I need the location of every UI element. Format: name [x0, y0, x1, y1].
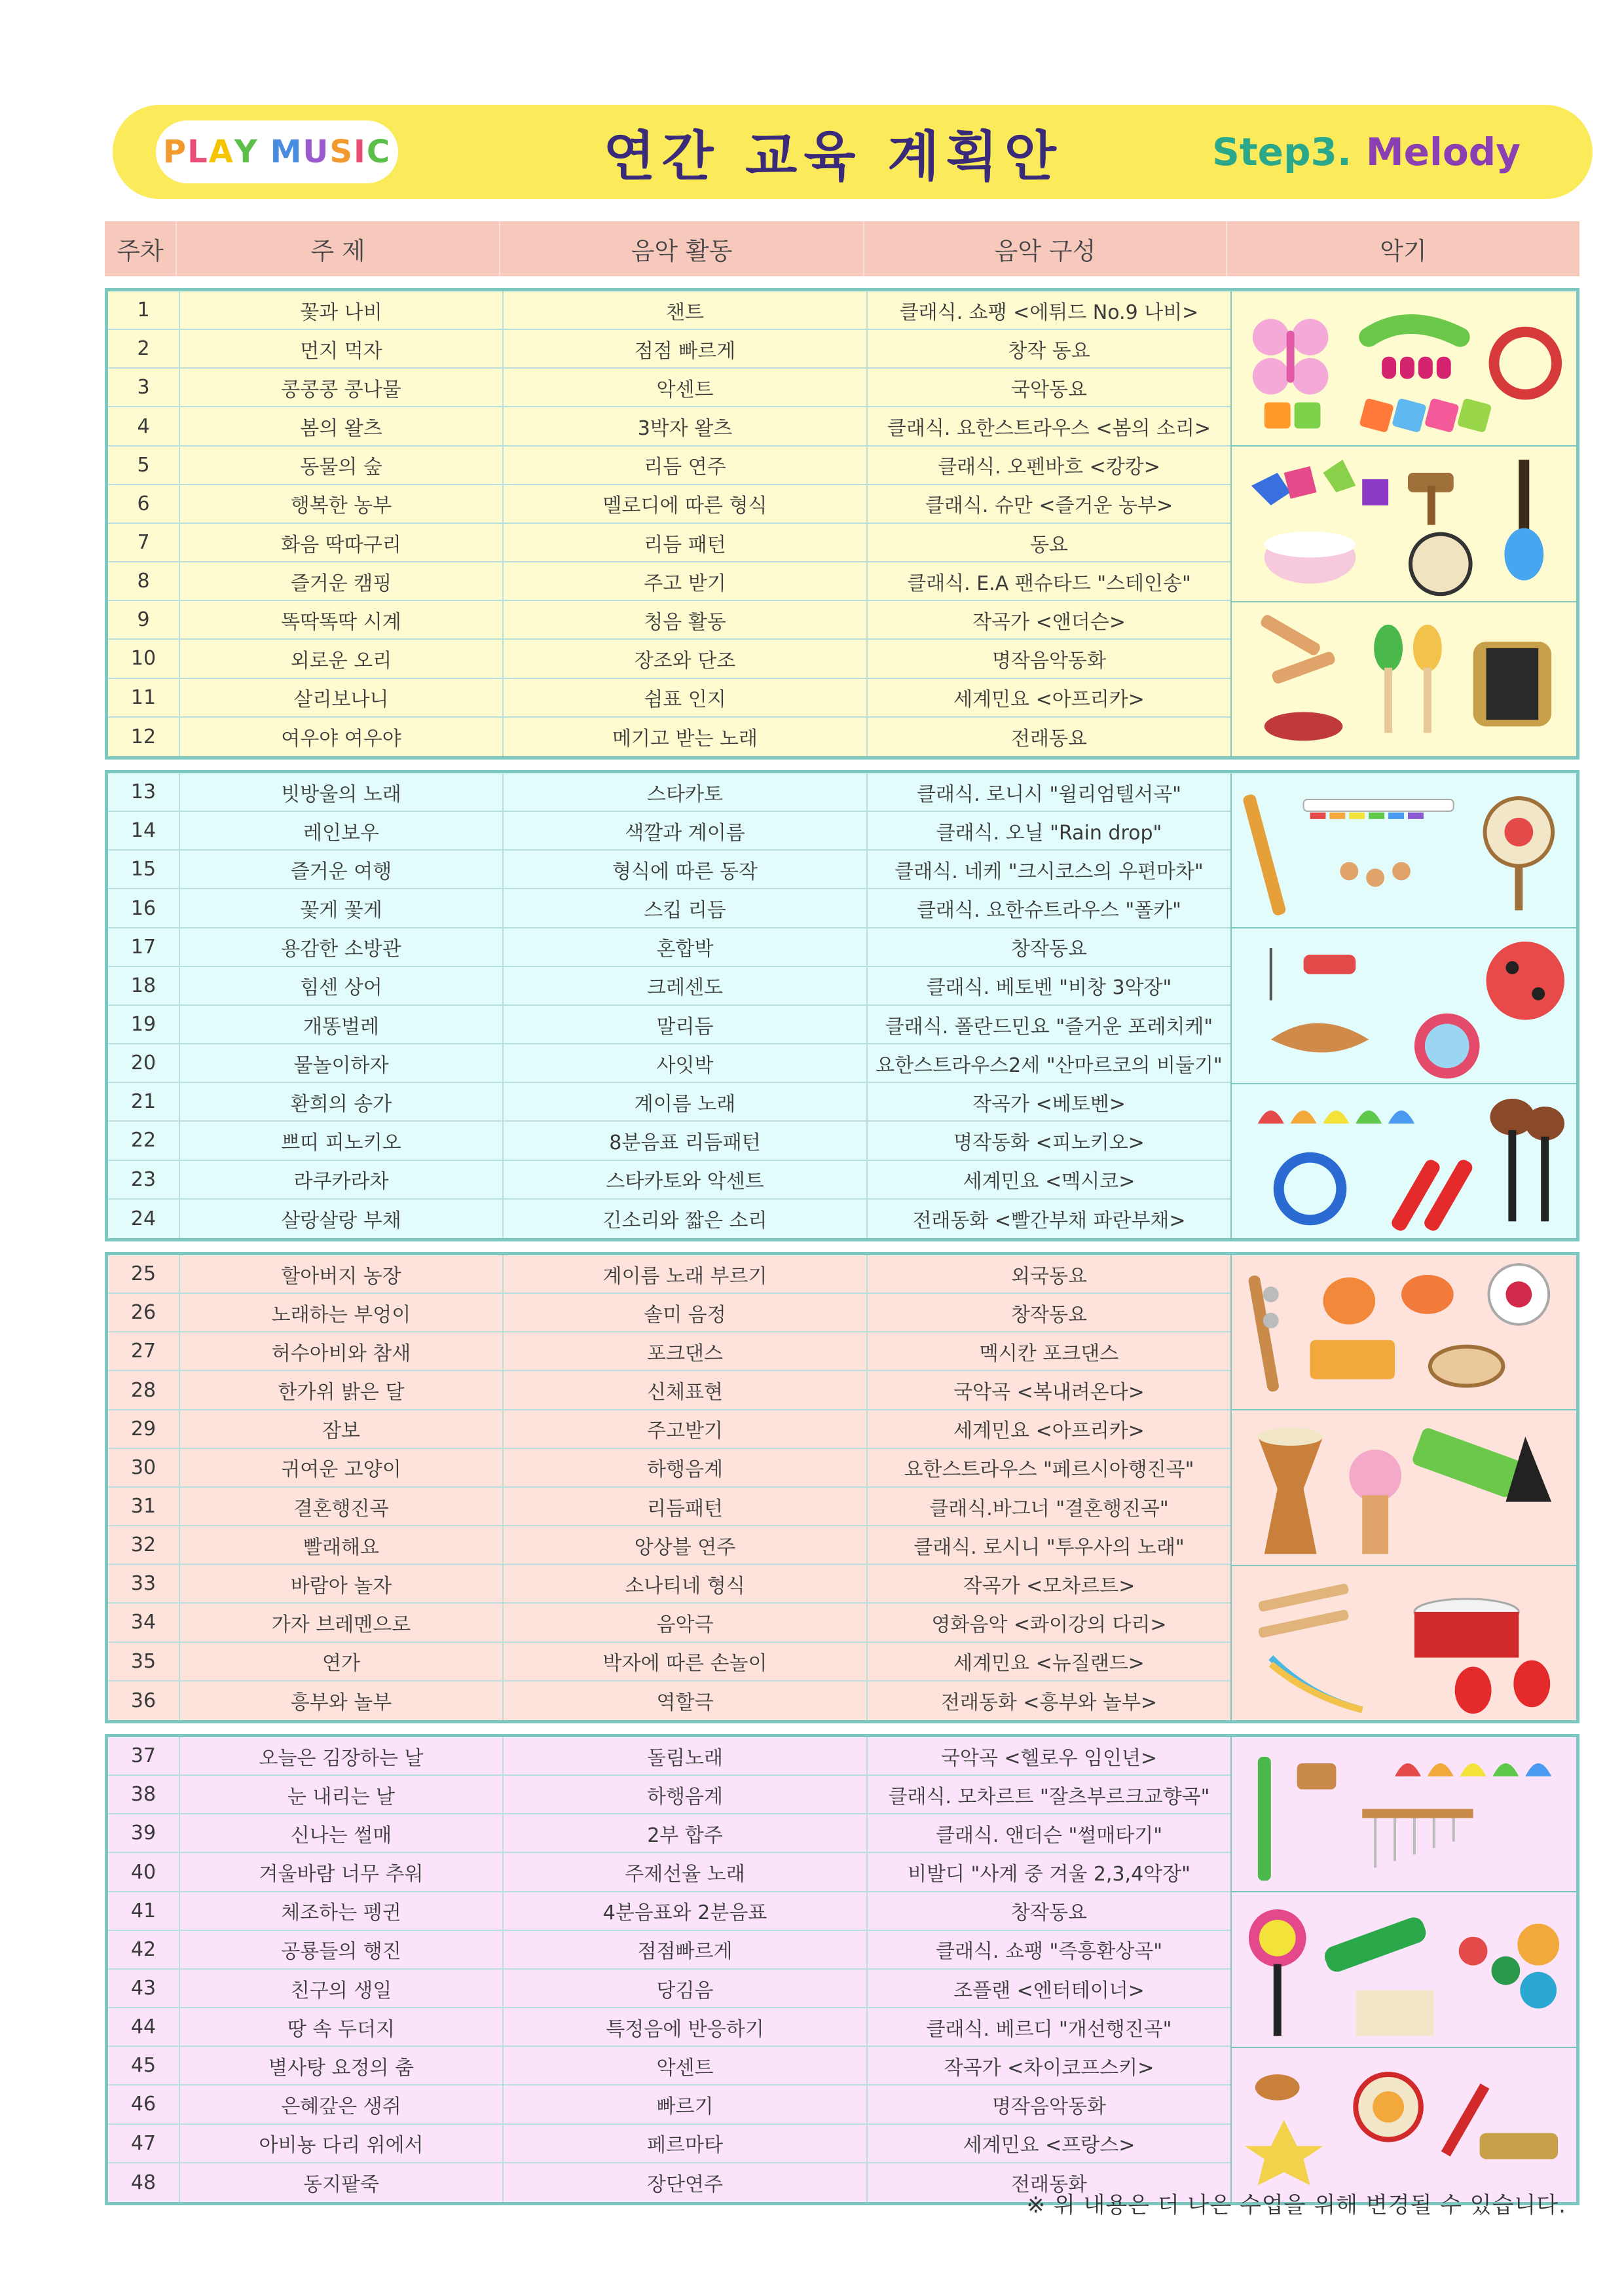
composition-cell: 클래식. 베토벤 "비창 3악장" — [926, 976, 1172, 1000]
activity-cell: 멜로디에 따른 형식 — [504, 485, 868, 523]
table-row — [108, 1681, 1230, 1720]
table-row — [108, 1565, 1230, 1604]
week-cell: 16 — [108, 889, 180, 927]
topic-cell: 겨울바람 너무 추워 — [180, 1853, 504, 1890]
week-cell: 43 — [108, 1970, 180, 2007]
page-title: 연간 교육 계획안 — [603, 125, 1063, 188]
topic-cell: 오늘은 김장하는 날 — [180, 1737, 504, 1774]
topic-cell: 여우야 여우야 — [180, 718, 504, 756]
week-cell: 48 — [108, 2163, 180, 2202]
composition-cell: 클래식. 네케 "크시코스의 우편마차" — [895, 860, 1204, 883]
activity-cell: 점점빠르게 — [504, 1931, 868, 1968]
activity-cell: 주고받기 — [504, 1410, 868, 1448]
instrument-image-animal-set — [1232, 447, 1576, 602]
week-cell: 29 — [108, 1410, 180, 1448]
table-row — [108, 718, 1230, 756]
composition-cell: 클래식. 요한스트라우스 <봄의 소리> — [887, 417, 1211, 441]
composition-cell: 외국동요 — [1011, 1264, 1087, 1288]
activity-cell: 당김음 — [504, 1970, 868, 2007]
week-cell: 25 — [108, 1255, 180, 1293]
week-cell: 23 — [108, 1161, 180, 1198]
footnote: ※ 위 내용은 더 나은 수업을 위해 변경될 수 있습니다. — [1026, 2192, 1566, 2218]
topic-cell: 동물의 숲 — [180, 447, 504, 484]
table-row — [108, 851, 1230, 889]
topic-cell: 꽃게 꽃게 — [180, 889, 504, 927]
instrument-image-chime-set — [1232, 1737, 1576, 1892]
table-row — [108, 1776, 1230, 1814]
composition-cell: 클래식. 베르디 "개선행진곡" — [926, 2017, 1172, 2041]
activity-cell: 앙상블 연주 — [504, 1526, 868, 1564]
instrument-image-maracas-set — [1232, 602, 1576, 756]
table-row — [108, 1737, 1230, 1776]
table-row — [108, 967, 1230, 1006]
week-cell: 20 — [108, 1044, 180, 1082]
table-row — [108, 2085, 1230, 2124]
composition-cell: 창작동요 — [1011, 938, 1087, 961]
composition-cell: 클래식. E.A 팬슈타드 "스테인송" — [907, 572, 1191, 595]
week-cell: 26 — [108, 1294, 180, 1331]
composition-cell: 작곡가 <모차르트> — [963, 1574, 1135, 1598]
table-row — [108, 1604, 1230, 1642]
week-cell: 17 — [108, 928, 180, 966]
week-cell: 33 — [108, 1565, 180, 1602]
table-row — [108, 1526, 1230, 1565]
table-row — [108, 1931, 1230, 1970]
column-header-activity: 음악 활동 — [500, 221, 864, 276]
composition-cell: 클래식. 로니시 "윌리엄텔서곡" — [917, 782, 1181, 806]
activity-cell: 챈트 — [504, 291, 868, 329]
composition-cell: 명작동화 <피노키오> — [953, 1131, 1145, 1154]
table-row — [108, 1853, 1230, 1892]
composition-cell: 요한스트라우스2세 "산마르코의 비둘기" — [876, 1054, 1223, 1077]
composition-cell: 작곡가 <베토벤> — [972, 1092, 1126, 1116]
composition-cell: 국악곡 <헬로우 임인년> — [940, 1746, 1158, 1770]
week-cell: 45 — [108, 2047, 180, 2084]
topic-cell: 바람아 놀자 — [180, 1565, 504, 1602]
composition-cell: 창작동요 — [1011, 1303, 1087, 1327]
instrument-image-lollipop-drum-set — [1232, 1892, 1576, 2047]
topic-cell: 가자 브레멘으로 — [180, 1604, 504, 1641]
term-1-block — [105, 288, 1579, 760]
term-2-block — [105, 770, 1579, 1241]
activity-cell: 메기고 받는 노래 — [504, 718, 868, 756]
week-cell: 14 — [108, 812, 180, 849]
activity-cell: 음악극 — [504, 1604, 868, 1641]
activity-cell: 리듬 연주 — [504, 447, 868, 484]
topic-cell: 잠보 — [180, 1410, 504, 1448]
week-cell: 11 — [108, 679, 180, 716]
composition-cell: 클래식. 쇼팽 "즉흥환상곡" — [935, 1940, 1162, 1964]
activity-cell: 색깔과 계이름 — [504, 812, 868, 849]
week-cell: 37 — [108, 1737, 180, 1774]
term-4-instruments — [1230, 1737, 1576, 2202]
instrument-image-jingle-set — [1232, 1255, 1576, 1410]
title-banner — [113, 105, 1593, 199]
topic-cell: 빗방울의 노래 — [180, 773, 504, 811]
play-music-logo: P L A Y M U S I C — [156, 120, 398, 183]
table-row — [108, 524, 1230, 562]
table-row — [108, 889, 1230, 928]
topic-cell: 행복한 농부 — [180, 485, 504, 523]
topic-cell: 물놀이하자 — [180, 1044, 504, 1082]
activity-cell: 3박자 왈츠 — [504, 407, 868, 445]
week-cell: 9 — [108, 601, 180, 638]
composition-cell: 클래식. 로시니 "투우사의 노래" — [913, 1535, 1185, 1559]
table-row — [108, 812, 1230, 851]
table-row — [108, 1200, 1230, 1238]
topic-cell: 힘센 상어 — [180, 967, 504, 1004]
topic-cell: 라쿠카라차 — [180, 1161, 504, 1198]
composition-cell: 클래식. 앤더슨 "썰매타기" — [935, 1824, 1162, 1847]
table-row — [108, 1255, 1230, 1294]
activity-cell: 리듬패턴 — [504, 1488, 868, 1525]
topic-cell: 허수아비와 참새 — [180, 1332, 504, 1370]
topic-cell: 신나는 썰매 — [180, 1814, 504, 1852]
activity-cell: 신체표현 — [504, 1371, 868, 1408]
week-cell: 46 — [108, 2085, 180, 2123]
column-header-instruments: 악기 — [1380, 237, 1427, 265]
week-cell: 7 — [108, 524, 180, 561]
topic-cell: 아비뇽 다리 위에서 — [180, 2125, 504, 2162]
activity-cell: 하행음계 — [504, 1776, 868, 1813]
composition-cell: 명작음악동화 — [992, 2095, 1106, 2118]
activity-cell: 돌림노래 — [504, 1737, 868, 1774]
activity-cell: 2부 합주 — [504, 1814, 868, 1852]
table-row — [108, 1083, 1230, 1122]
activity-cell: 포크댄스 — [504, 1332, 868, 1370]
instrument-image-butterfly-set — [1232, 291, 1576, 447]
table-row — [108, 291, 1230, 330]
week-cell: 32 — [108, 1526, 180, 1564]
week-cell: 3 — [108, 369, 180, 406]
table-row — [108, 1814, 1230, 1853]
week-cell: 28 — [108, 1371, 180, 1408]
topic-cell: 살랑살랑 부채 — [180, 1200, 504, 1238]
composition-cell: 세계민요 <아프리카> — [953, 688, 1145, 712]
term-3-instruments — [1230, 1255, 1576, 1720]
activity-cell: 장단연주 — [504, 2163, 868, 2202]
activity-cell: 크레센도 — [504, 967, 868, 1004]
table-row — [108, 1161, 1230, 1200]
week-cell: 44 — [108, 2008, 180, 2046]
table-row — [108, 2125, 1230, 2163]
composition-cell: 작곡가 <앤더슨> — [972, 610, 1126, 634]
activity-cell: 점점 빠르게 — [504, 330, 868, 367]
composition-cell: 동요 — [1030, 533, 1068, 557]
topic-cell: 레인보우 — [180, 812, 504, 849]
table-row — [108, 1044, 1230, 1083]
topic-cell: 똑딱똑딱 시계 — [180, 601, 504, 638]
step-name: Melody — [1365, 130, 1521, 174]
table-row — [108, 1410, 1230, 1449]
composition-cell: 멕시칸 포크댄스 — [979, 1342, 1119, 1365]
topic-cell: 즐거운 여행 — [180, 851, 504, 888]
week-cell: 1 — [108, 291, 180, 329]
topic-cell: 친구의 생일 — [180, 1970, 504, 2007]
activity-cell: 솔미 음정 — [504, 1294, 868, 1331]
composition-cell: 클래식. 모차르트 "잘츠부르크교향곡" — [888, 1785, 1210, 1808]
table-row — [108, 1332, 1230, 1371]
table-row — [108, 1970, 1230, 2008]
week-cell: 34 — [108, 1604, 180, 1641]
table-row — [108, 407, 1230, 446]
table-row — [108, 1892, 1230, 1931]
topic-cell: 눈 내리는 날 — [180, 1776, 504, 1813]
step-number: Step3. — [1212, 130, 1352, 174]
activity-cell: 스킵 리듬 — [504, 889, 868, 927]
topic-cell: 꽃과 나비 — [180, 291, 504, 329]
table-row — [108, 1006, 1230, 1044]
activity-cell: 청음 활동 — [504, 601, 868, 638]
table-header — [105, 221, 1579, 276]
table-row — [108, 773, 1230, 812]
composition-cell: 클래식.바그너 "결혼행진곡" — [929, 1497, 1169, 1520]
composition-cell: 전래동요 — [1011, 727, 1087, 751]
composition-cell: 클래식. 폴란드민요 "즐거운 포레치케" — [885, 1015, 1213, 1038]
topic-cell: 귀여운 고양이 — [180, 1449, 504, 1486]
activity-cell: 형식에 따른 동작 — [504, 851, 868, 888]
topic-cell: 개똥벌레 — [180, 1006, 504, 1043]
topic-cell: 결혼행진곡 — [180, 1488, 504, 1525]
composition-cell: 세계민요 <뉴질랜드> — [953, 1652, 1145, 1676]
activity-cell: 8분음표 리듬패턴 — [504, 1122, 868, 1159]
week-cell: 15 — [108, 851, 180, 888]
week-cell: 30 — [108, 1449, 180, 1486]
activity-cell: 스타카토 — [504, 773, 868, 811]
table-row — [108, 485, 1230, 524]
composition-cell: 국악곡 <복내려온다> — [953, 1381, 1145, 1405]
table-row — [108, 1294, 1230, 1332]
activity-cell: 주제선율 노래 — [504, 1853, 868, 1890]
column-header-composition: 음악 구성 — [864, 221, 1227, 276]
topic-cell: 화음 딱따구리 — [180, 524, 504, 561]
topic-cell: 봄의 왈츠 — [180, 407, 504, 445]
topic-cell: 연가 — [180, 1643, 504, 1680]
topic-cell: 동지팥죽 — [180, 2163, 504, 2202]
week-cell: 5 — [108, 447, 180, 484]
composition-cell: 요한스트라우스 "페르시아행진곡" — [904, 1458, 1194, 1482]
activity-cell: 계이름 노래 — [504, 1083, 868, 1120]
topic-cell: 살리보나니 — [180, 679, 504, 716]
activity-cell: 하행음계 — [504, 1449, 868, 1486]
instrument-image-djembe-set — [1232, 1410, 1576, 1566]
activity-cell: 악센트 — [504, 369, 868, 406]
composition-cell: 전래동화 <빨간부채 파란부채> — [912, 1209, 1186, 1233]
week-cell: 18 — [108, 967, 180, 1004]
table-row — [108, 679, 1230, 718]
composition-cell: 창작동요 — [1011, 1901, 1087, 1925]
activity-cell: 말리듬 — [504, 1006, 868, 1043]
activity-cell: 쉼표 인지 — [504, 679, 868, 716]
composition-cell: 전래동화 <흥부와 놀부> — [940, 1691, 1158, 1715]
term-3-block — [105, 1252, 1579, 1723]
week-cell: 19 — [108, 1006, 180, 1043]
table-row — [108, 928, 1230, 967]
topic-cell: 콩콩콩 콩나물 — [180, 369, 504, 406]
instrument-image-bells-set — [1232, 1084, 1576, 1238]
table-row — [108, 1643, 1230, 1681]
topic-cell: 땅 속 두더지 — [180, 2008, 504, 2046]
topic-cell: 공룡들의 행진 — [180, 1931, 504, 1968]
composition-cell: 세계민요 <아프리카> — [953, 1420, 1145, 1443]
composition-cell: 세계민요 <프랑스> — [963, 2134, 1135, 2157]
week-cell: 38 — [108, 1776, 180, 1813]
topic-cell: 흥부와 놀부 — [180, 1681, 504, 1720]
term-4-rows — [108, 1737, 1230, 2202]
table-row — [108, 330, 1230, 369]
table-row — [108, 1449, 1230, 1488]
activity-cell: 스타카토와 악센트 — [504, 1161, 868, 1198]
table-row — [108, 1371, 1230, 1410]
topic-cell: 용감한 소방관 — [180, 928, 504, 966]
week-cell: 31 — [108, 1488, 180, 1525]
term-2-instruments — [1230, 773, 1576, 1238]
week-cell: 41 — [108, 1892, 180, 1930]
composition-cell: 클래식. 오펜바흐 <캉캉> — [938, 456, 1160, 479]
step-label — [1212, 118, 1521, 186]
topic-cell: 한가위 밝은 달 — [180, 1371, 504, 1408]
composition-cell: 조플랜 <엔터테이너> — [953, 1979, 1145, 2002]
table-row — [108, 1122, 1230, 1160]
activity-cell: 리듬 패턴 — [504, 524, 868, 561]
term-4-block — [105, 1734, 1579, 2205]
week-cell: 8 — [108, 562, 180, 600]
composition-cell: 클래식. 요한슈트라우스 "폴카" — [917, 899, 1181, 923]
composition-cell: 국악동요 — [1011, 378, 1087, 401]
activity-cell: 특정음에 반응하기 — [504, 2008, 868, 2046]
topic-cell: 할아버지 농장 — [180, 1255, 504, 1293]
composition-cell: 명작음악동화 — [992, 649, 1106, 672]
term-1-instruments — [1230, 291, 1576, 756]
table-row — [108, 1488, 1230, 1526]
composition-cell: 클래식. 오닐 "Rain drop" — [936, 821, 1162, 845]
week-cell: 2 — [108, 330, 180, 367]
table-row — [108, 447, 1230, 485]
activity-cell: 4분음표와 2분음표 — [504, 1892, 868, 1930]
topic-cell: 은혜갚은 생쥐 — [180, 2085, 504, 2123]
composition-cell: 클래식. 슈만 <즐거운 농부> — [925, 494, 1173, 518]
composition-cell: 창작 동요 — [1008, 339, 1090, 363]
topic-cell: 빨래해요 — [180, 1526, 504, 1564]
topic-cell: 노래하는 부엉이 — [180, 1294, 504, 1331]
activity-cell: 빠르기 — [504, 2085, 868, 2123]
table-row — [108, 562, 1230, 601]
week-cell: 24 — [108, 1200, 180, 1238]
week-cell: 42 — [108, 1931, 180, 1968]
instrument-image-drum-set — [1232, 1566, 1576, 1720]
week-cell: 47 — [108, 2125, 180, 2162]
week-cell: 35 — [108, 1643, 180, 1680]
table-row — [108, 369, 1230, 407]
term-2-rows — [108, 773, 1230, 1238]
week-cell: 40 — [108, 1853, 180, 1890]
composition-cell: 작곡가 <차이코프스키> — [944, 2056, 1154, 2080]
composition-cell: 전래동화 — [1011, 2173, 1087, 2197]
topic-cell: 쁘띠 피노키오 — [180, 1122, 504, 1159]
activity-cell: 긴소리와 짧은 소리 — [504, 1200, 868, 1238]
table-row — [108, 2047, 1230, 2085]
topic-cell: 환희의 송가 — [180, 1083, 504, 1120]
week-cell: 22 — [108, 1122, 180, 1159]
topic-cell: 외로운 오리 — [180, 640, 504, 677]
instrument-image-woodblock-set — [1232, 928, 1576, 1084]
week-cell: 27 — [108, 1332, 180, 1370]
activity-cell: 혼합박 — [504, 928, 868, 966]
activity-cell: 계이름 노래 부르기 — [504, 1255, 868, 1293]
week-cell: 39 — [108, 1814, 180, 1852]
instrument-image-tambourine-set — [1232, 2048, 1576, 2202]
column-header-topic: 주 제 — [177, 221, 500, 276]
topic-cell: 체조하는 펭귄 — [180, 1892, 504, 1930]
composition-cell: 영화음악 <콰이강의 다리> — [931, 1613, 1167, 1636]
week-cell: 4 — [108, 407, 180, 445]
term-1-rows — [108, 291, 1230, 756]
week-cell: 13 — [108, 773, 180, 811]
activity-cell: 주고 받기 — [504, 562, 868, 600]
term-3-rows — [108, 1255, 1230, 1720]
activity-cell: 악센트 — [504, 2047, 868, 2084]
composition-cell: 세계민요 <멕시코> — [963, 1170, 1135, 1194]
activity-cell: 박자에 따른 손놀이 — [504, 1643, 868, 1680]
table-row — [108, 2008, 1230, 2047]
column-header-week: 주차 — [105, 221, 177, 276]
table-row — [108, 640, 1230, 678]
activity-cell: 사잇박 — [504, 1044, 868, 1082]
activity-cell: 소나티네 형식 — [504, 1565, 868, 1602]
instrument-image-rainstick-set — [1232, 773, 1576, 928]
activity-cell: 역할극 — [504, 1681, 868, 1720]
week-cell: 6 — [108, 485, 180, 523]
activity-cell: 장조와 단조 — [504, 640, 868, 677]
week-cell: 10 — [108, 640, 180, 677]
week-cell: 12 — [108, 718, 180, 756]
topic-cell: 먼지 먹자 — [180, 330, 504, 367]
week-cell: 21 — [108, 1083, 180, 1120]
activity-cell: 페르마타 — [504, 2125, 868, 2162]
week-cell: 36 — [108, 1681, 180, 1720]
topic-cell: 즐거운 캠핑 — [180, 562, 504, 600]
composition-cell: 비발디 "사계 중 겨울 2,3,4악장" — [908, 1863, 1190, 1886]
topic-cell: 별사탕 요정의 춤 — [180, 2047, 504, 2084]
table-row — [108, 601, 1230, 640]
composition-cell: 클래식. 쇼팽 <에튀드 No.9 나비> — [899, 301, 1199, 324]
